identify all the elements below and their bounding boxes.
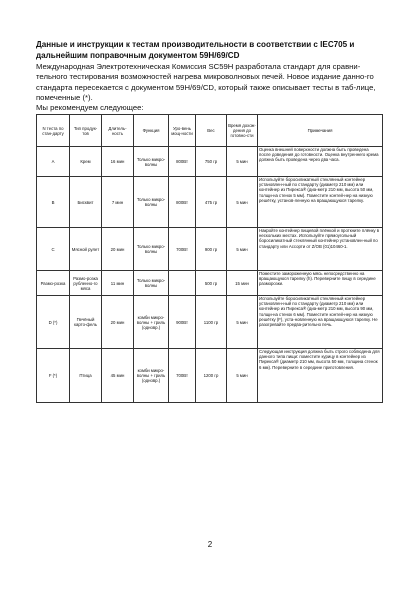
cell-weight: 1100 гр [196, 296, 227, 349]
cell-notes: Используйте боросиликатный стеклянный контейнер установлен-ный по стандарту (диаметр 210 мм) или контейнер из Пирекса® (диа-метр 210 мм, высота 90 мм, толщи-на стенок 6 мм). Поместите контей-нер на низкую решётку (F), уста-новленную на вращающуюся тарелку. Не разогревайте предва-рительно печь. [258, 296, 383, 349]
page-number: 2 [207, 540, 213, 549]
document-page [36, 40, 382, 403]
cell-power: 800Вт [169, 177, 196, 228]
cell-power: 700Вт [169, 349, 196, 403]
header-food-type: Тип продук-тов [70, 115, 102, 147]
cell-test-number: D (*) [37, 296, 70, 349]
cell-weight: 900 гр [196, 228, 227, 271]
table-row [37, 271, 383, 296]
cell-standing-time: 5 мин [227, 349, 258, 403]
cell-function: комби микро-волны + гриль (одновр.) [134, 349, 169, 403]
cell-standing-time: 15 мин [227, 271, 258, 296]
cell-food-type: Печёный карто-фель [70, 296, 102, 349]
cell-standing-time: 5 мин [227, 147, 258, 177]
cell-function: Только микро-волны [134, 271, 169, 296]
cell-duration: 45 мин [102, 349, 134, 403]
cell-test-number: F (*) [37, 349, 70, 403]
header-duration: Длитель-ность [102, 115, 134, 147]
cell-food-type: Крем [70, 147, 102, 177]
cell-standing-time: 5 мин [227, 177, 258, 228]
test-table [36, 114, 383, 403]
header-test-number: N теста по стан-дарту [37, 115, 70, 147]
cell-standing-time: 5 мин [227, 228, 258, 271]
cell-notes: Используйте боросиликатный стеклянный контейнер установлен-ный по стандарту (диаметр 210 мм) или контейнер из Пирекса® (диа-метр 210 мм, высота 50 мм, толщи-на стенок 5 мм). Поместите контей-нер на низкую решётку, установ-ленную на вращающуюся тарелку. [258, 177, 383, 228]
cell-function: Только микро-волны [134, 147, 169, 177]
cell-test-number: B [37, 177, 70, 228]
cell-test-number: Размо-розка [37, 271, 70, 296]
cell-function: комби микро-волны + гриль (одновр.) [134, 296, 169, 349]
table-row [37, 147, 383, 177]
table-header-row [37, 115, 383, 147]
cell-standing-time: 5 мин [227, 296, 258, 349]
header-function: Функция [134, 115, 169, 147]
cell-function: Только микро-волны [134, 228, 169, 271]
table-row [37, 228, 383, 271]
cell-weight: 475 гр [196, 177, 227, 228]
cell-weight: 1200 гр [196, 349, 227, 403]
cell-duration: 20 мин [102, 228, 134, 271]
cell-food-type: Птица [70, 349, 102, 403]
cell-notes: Оценка внешней поверхности должна быть проведена после доведения до готовности. Оценка внутреннего крема должна быть проведена через два часа. [258, 147, 383, 177]
cell-power: 800Вт [169, 147, 196, 177]
header-notes: Примечания [258, 115, 383, 147]
cell-food-type: Размо-розка рубленно-го мяса [70, 271, 102, 296]
cell-food-type: Мясной рулет [70, 228, 102, 271]
header-weight: Вес [196, 115, 227, 147]
cell-notes: Поместите замороженную мясь непосредственно на вращающуюся тарелку (h). Переверните пищу в середине разморозки. [258, 271, 383, 296]
cell-notes: Следующая инструкция должна быть строго соблюдена для данного типа пищи: поместите курицу в контейнер из Пирекса® (диаметр 210 мм, высота 50 мм, толщина стенок 6 мм). Переверните в середине приготовления. [258, 349, 383, 403]
cell-notes: Накройте контейнер пищевой плёнкой и проткните плёнку в нескольких местах. Используйте прямоугольный боросиликатный стеклянный контейнер установлен-ный по стандарту или Ассорти от Z/OB (01)10460-1. [258, 228, 383, 271]
cell-power: 900Вт [169, 296, 196, 349]
document-title: Данные и инструкции к тестам производительности в соответствии с IEC705 и дальнейшим поправочным документом 59H/69/CD [36, 40, 355, 60]
header-standing-time: Время дохож-дения до готовно-сти [227, 115, 258, 147]
cell-duration: 16 мин [102, 147, 134, 177]
intro-paragraph: Международная Электротехническая Комиссия SC59H разработала стандарт для сравни-тельного тестирования возможностей нагрева микроволновых печей. Новое издание данно-го стандарта пересекается с документом 59H/69/CD, который также описывает тесты в таб-лице, помеченные (*). [36, 62, 376, 103]
cell-power: 700Вт [169, 228, 196, 271]
recommend-line: Мы рекомендуем следующее: [36, 103, 144, 113]
cell-weight: 750 гр [196, 147, 227, 177]
table-row [37, 296, 383, 349]
cell-food-type: Бисквит [70, 177, 102, 228]
table-row [37, 349, 383, 403]
cell-function: Только микро-волны [134, 177, 169, 228]
cell-duration: 11 мин [102, 271, 134, 296]
cell-weight: 500 гр [196, 271, 227, 296]
cell-test-number: A [37, 147, 70, 177]
cell-duration: 7 мин [102, 177, 134, 228]
header-power: Уро-вень мощ-ности [169, 115, 196, 147]
cell-duration: 20 мин [102, 296, 134, 349]
table-row [37, 177, 383, 228]
cell-power [169, 271, 196, 296]
cell-test-number: C [37, 228, 70, 271]
